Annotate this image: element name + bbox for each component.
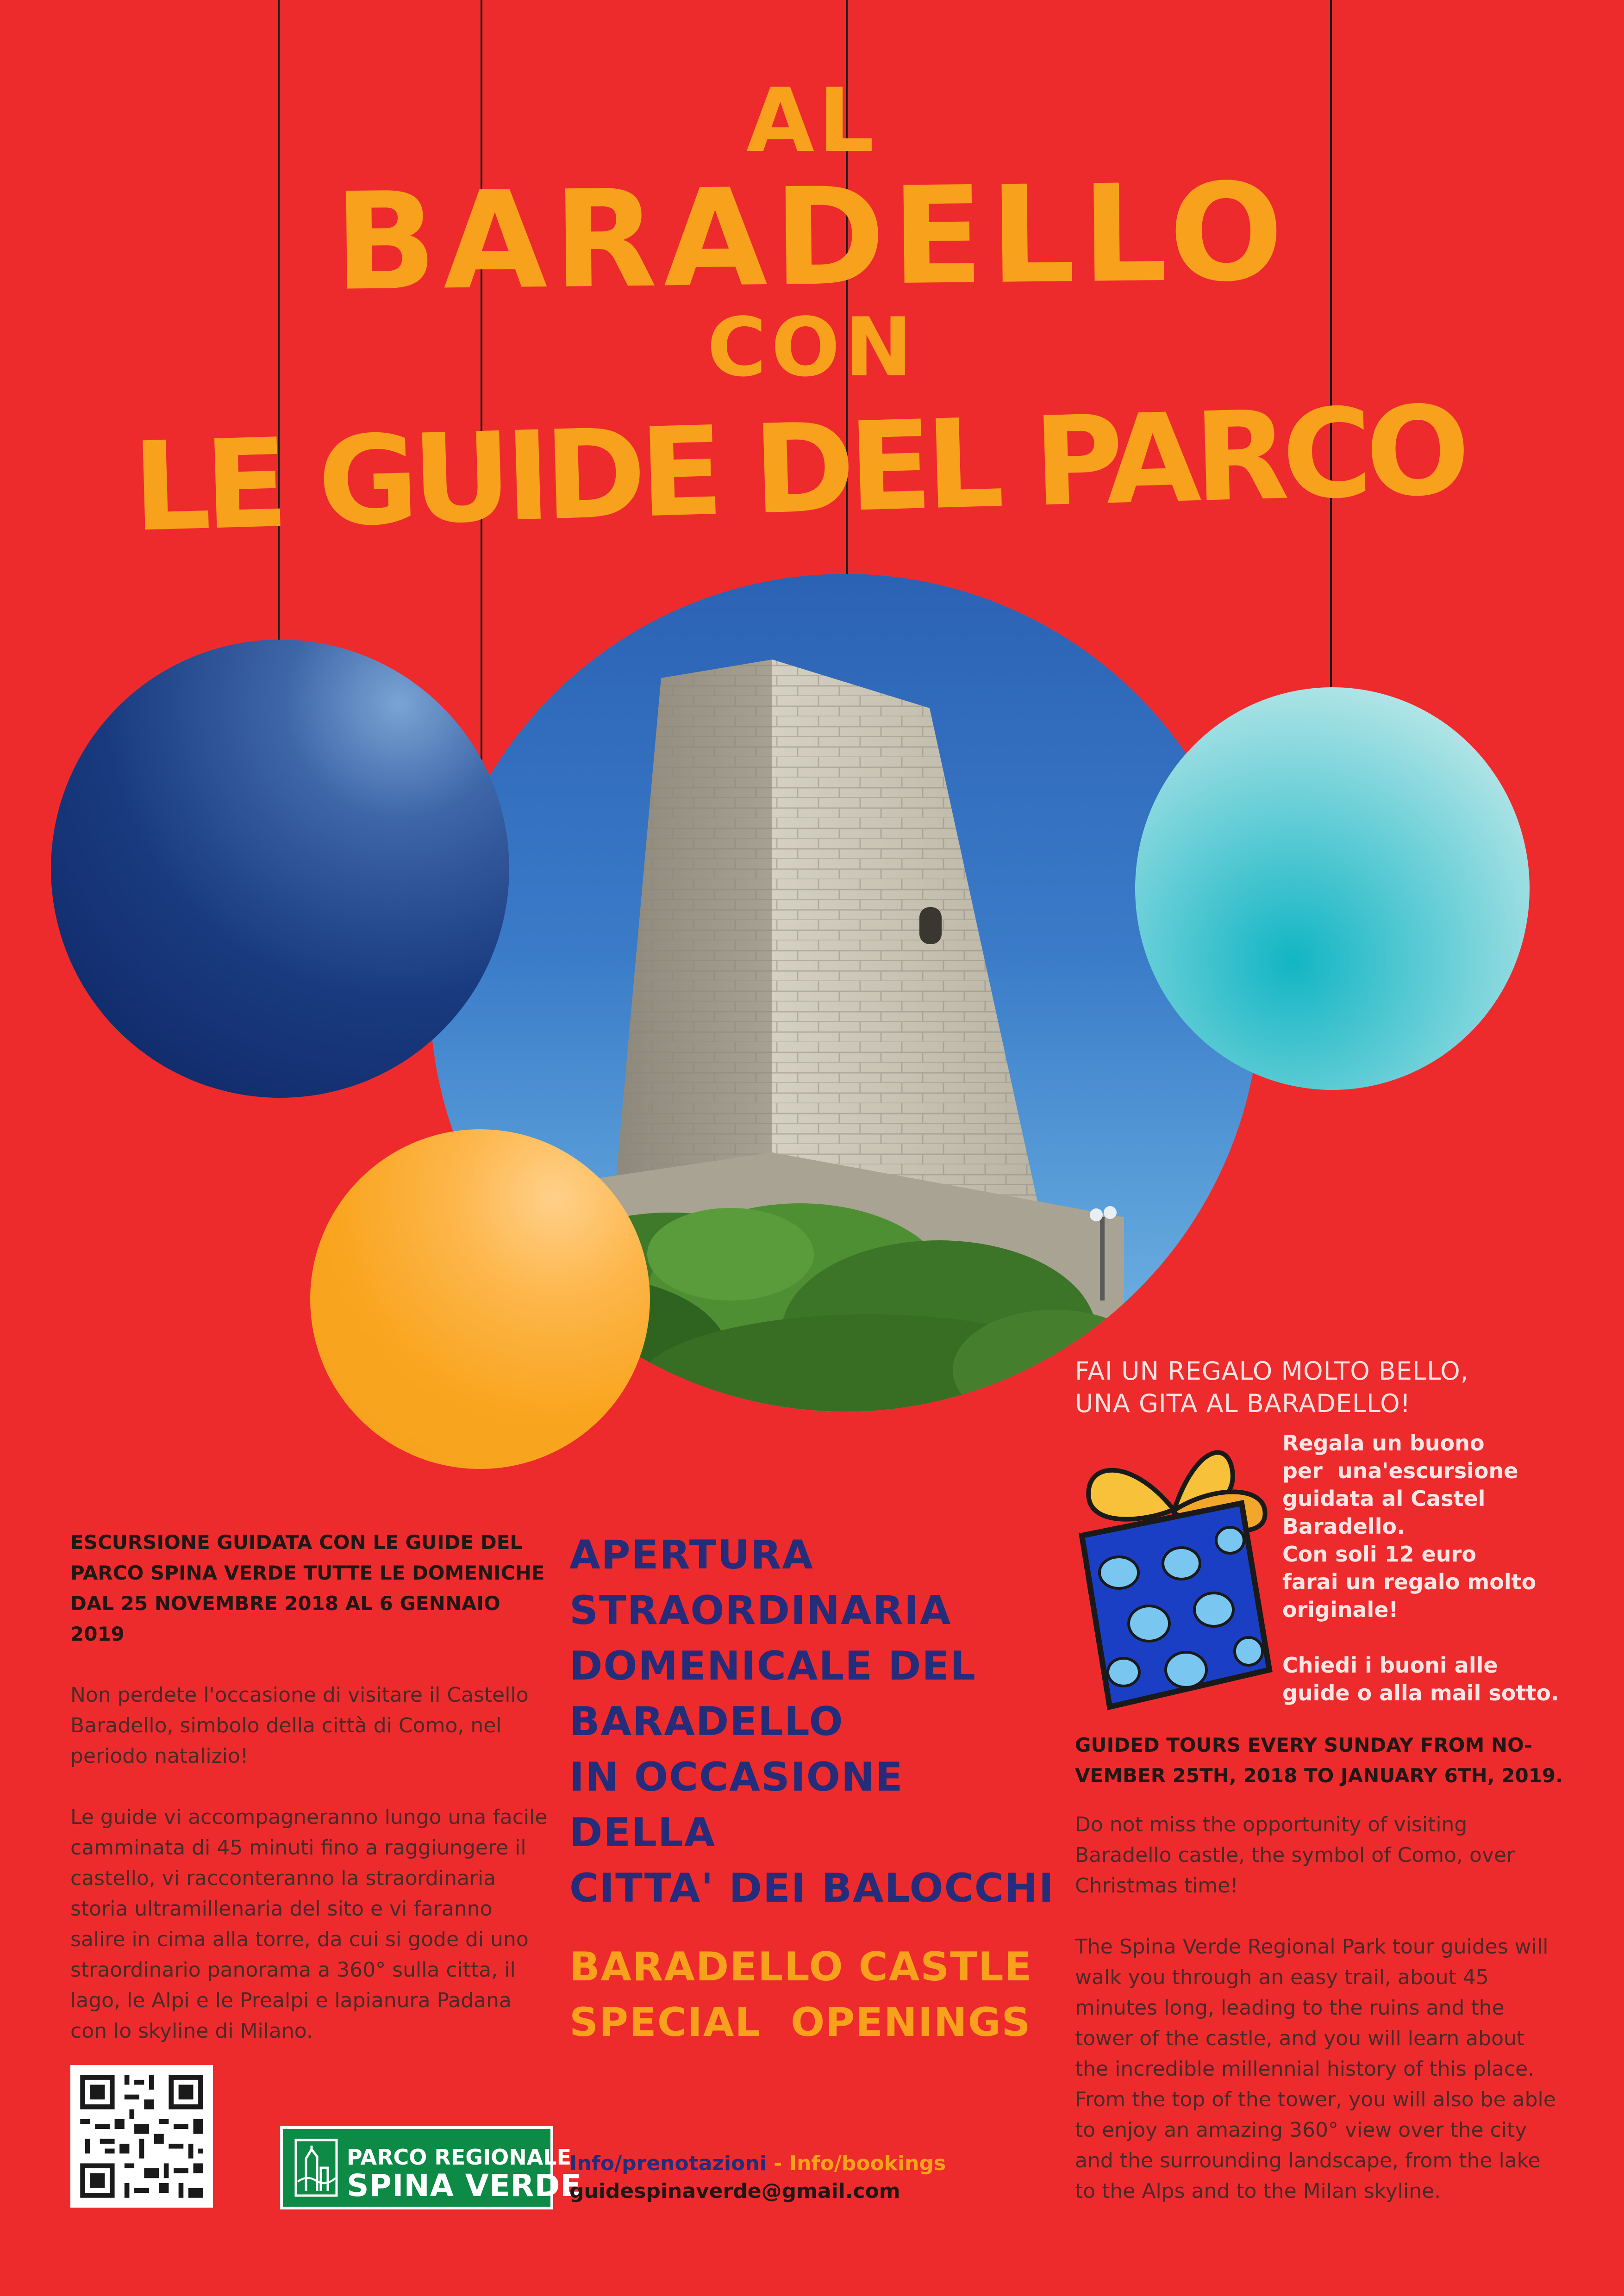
opening-heading-line: IN OCCASIONE DELLA <box>569 1754 904 1856</box>
park-tower-icon <box>293 2135 339 2200</box>
title-con: CON <box>707 301 917 395</box>
gift-text-line: Baradello. <box>1282 1514 1405 1539</box>
italian-paragraph-1: Non perdete l'occasione di visitare il Castello Baradello, simbolo della città di Como, nel periodo natalizio! <box>70 1683 529 1768</box>
gift-text-line: Con soli 12 euro <box>1282 1542 1476 1567</box>
title-al: AL <box>746 69 878 172</box>
gift-ask-line: guide o alla mail sotto. <box>1282 1680 1559 1705</box>
info-label-en: Info/bookings <box>789 2152 946 2175</box>
gift-heading: FAI UN REGALO MOLTO BELLO, <box>1075 1356 1469 1386</box>
parco-spina-verde-logo <box>280 2126 582 2209</box>
orange-bauble <box>310 1129 650 1469</box>
info-separator: - <box>774 2152 782 2175</box>
english-paragraph-1: Do not miss the opportunity of visiting Baradello castle, the symbol of Como, over Christmas time! <box>1075 1813 1515 1898</box>
opening-heading-line: STRAORDINARIA <box>569 1587 952 1634</box>
qr-code-icon <box>70 2065 213 2208</box>
gift-text-line: Regala un buono <box>1282 1431 1485 1456</box>
italian-info-column <box>70 1527 552 2047</box>
gift-box-icon <box>1075 1429 1279 1716</box>
contact-info <box>569 2150 946 2205</box>
opening-heading-line: CITTA' DEI BALOCCHI <box>569 1865 1055 1911</box>
gift-heading: UNA GITA AL BARADELLO! <box>1075 1389 1411 1418</box>
opening-heading-line: DOMENICALE DEL <box>569 1643 976 1689</box>
special-openings-line: BARADELLO CASTLE <box>569 1944 1033 1990</box>
gift-and-english-column <box>1075 1355 1575 2207</box>
english-paragraph-2: The Spina Verde Regional Park tour guides will walk you through an easy trail, about 45 minutes long, leading to the ruins and the tower of the castle, and you will learn about the incredible millennial history of this place. From the top of the tower, you will also be able to enjoy an amazing 360° view over the city and the surrounding landscape, from the lake to the Alps and to the Milan skyline. <box>1075 1935 1556 2203</box>
gift-ask-line: Chiedi i buoni alle <box>1282 1653 1498 1678</box>
english-heading: GUIDED TOURS EVERY SUNDAY FROM NO-VEMBER 25TH, 2018 TO JANUARY 6TH, 2019. <box>1075 1734 1563 1787</box>
gift-text-line: originale! <box>1282 1597 1399 1622</box>
teal-bauble <box>1135 687 1530 1090</box>
info-label-it: Info/prenotazioni <box>569 2152 767 2175</box>
title-guide-del-parco: LE GUIDE DEL PARCO <box>131 379 1466 560</box>
gift-text-line: farai un regalo molto <box>1282 1569 1537 1594</box>
qr-code[interactable] <box>70 2065 213 2208</box>
title-baradello: BARADELLO <box>333 155 1291 321</box>
blue-bauble <box>51 640 509 1098</box>
logo-text-line1: PARCO REGIONALE <box>347 2145 572 2170</box>
italian-paragraph-2: Le guide vi accompagneranno lungo una facile camminata di 45 minuti fino a raggiungere il castello, vi racconteranno la straordinaria storia ultramillenaria del sito e vi faranno salire in cima alla torre, da cui si gode di uno straordinario panorama a 360° sulla citta, il lago, le Alpi e le Prealpi e lapianura Padana con lo skyline di Milano. <box>70 1805 548 2043</box>
opening-announcement <box>569 1527 1056 2050</box>
contact-email-link[interactable]: guidespinaverde@gmail.com <box>569 2179 900 2203</box>
gift-text-line: guidata al Castel <box>1282 1486 1486 1511</box>
special-openings-line: SPECIAL OPENINGS <box>569 1999 1031 2046</box>
opening-heading-line: BARADELLO <box>569 1699 844 1745</box>
italian-heading: ESCURSIONE GUIDATA CON LE GUIDE DEL PARCO SPINA VERDE TUTTE LE DOMENICHE DAL 25 NOVEMBRE 2018 AL 6 GENNAIO 2019 <box>70 1531 545 1645</box>
opening-heading-line: APERTURA <box>569 1532 814 1578</box>
logo-text-line2: SPINA VERDE <box>347 2168 582 2203</box>
gift-text-line: per una'escursione <box>1282 1458 1518 1483</box>
